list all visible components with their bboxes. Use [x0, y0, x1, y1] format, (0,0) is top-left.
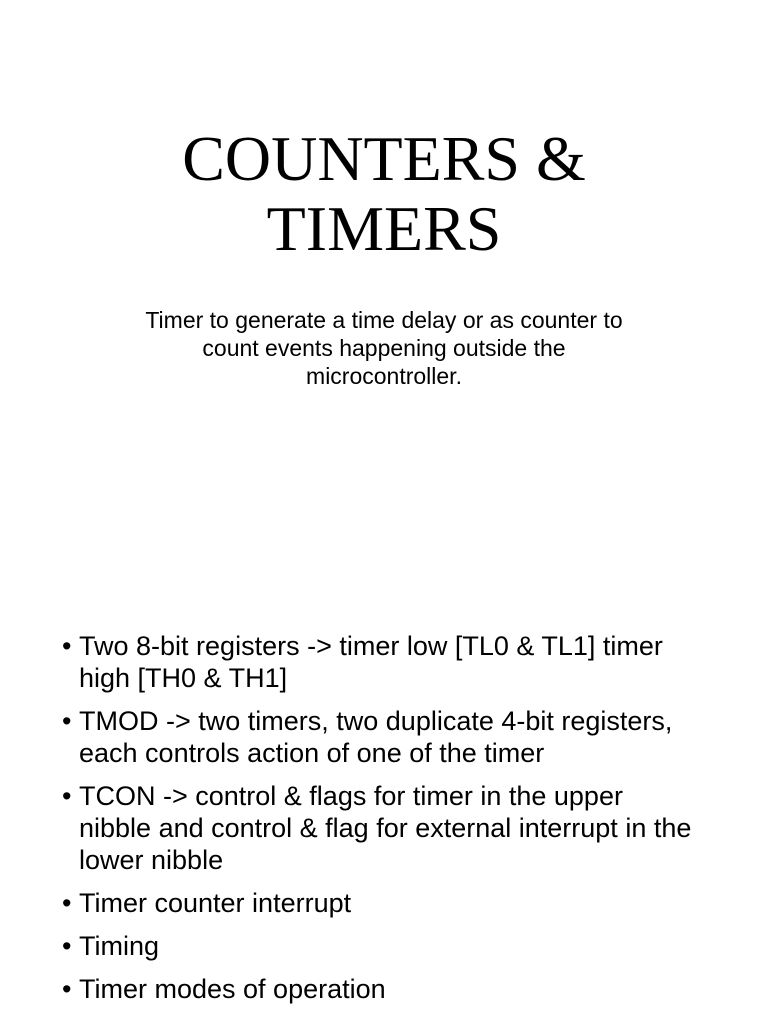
bullet-item-tmod	[62, 705, 702, 769]
bullet-item-timer-counter-interrupt	[62, 887, 702, 919]
bullet-item-timing	[62, 930, 702, 962]
bullet-item-timer-modes	[62, 973, 702, 1005]
slide-title-line-1: COUNTERS &	[182, 123, 586, 194]
bullet-list	[62, 630, 702, 1016]
bullet-item-registers	[62, 630, 702, 694]
slide-subtitle	[84, 306, 684, 390]
bullet-item-tcon	[62, 780, 702, 876]
slide-title	[0, 124, 768, 264]
bullet-text: Timing	[79, 931, 160, 961]
bullet-dot: •	[62, 931, 72, 961]
bullet-text: TMOD -> two timers, two duplicate 4-bit registers, each controls action of one of the timer	[79, 706, 673, 768]
bullet-text: Two 8-bit registers -> timer low [TL0 & TL1] timer high [TH0 & TH1]	[79, 631, 663, 693]
subtitle-line-3: microcontroller.	[306, 363, 462, 389]
bullet-dot: •	[62, 781, 72, 811]
subtitle-line-2: count events happening outside the	[202, 335, 566, 361]
bullet-dot: •	[62, 706, 72, 736]
bullet-dot: •	[62, 631, 72, 661]
slide-title-line-2: TIMERS	[266, 193, 502, 264]
bullet-dot: •	[62, 974, 72, 1004]
bullet-text: Timer counter interrupt	[79, 888, 352, 918]
bullet-dot: •	[62, 888, 72, 918]
bullet-text: Timer modes of operation	[79, 974, 386, 1004]
bullet-text: TCON -> control & flags for timer in the upper nibble and control & flag for external interrupt in the lower nibble	[79, 781, 692, 875]
subtitle-line-1: Timer to generate a time delay or as counter to	[145, 307, 623, 333]
